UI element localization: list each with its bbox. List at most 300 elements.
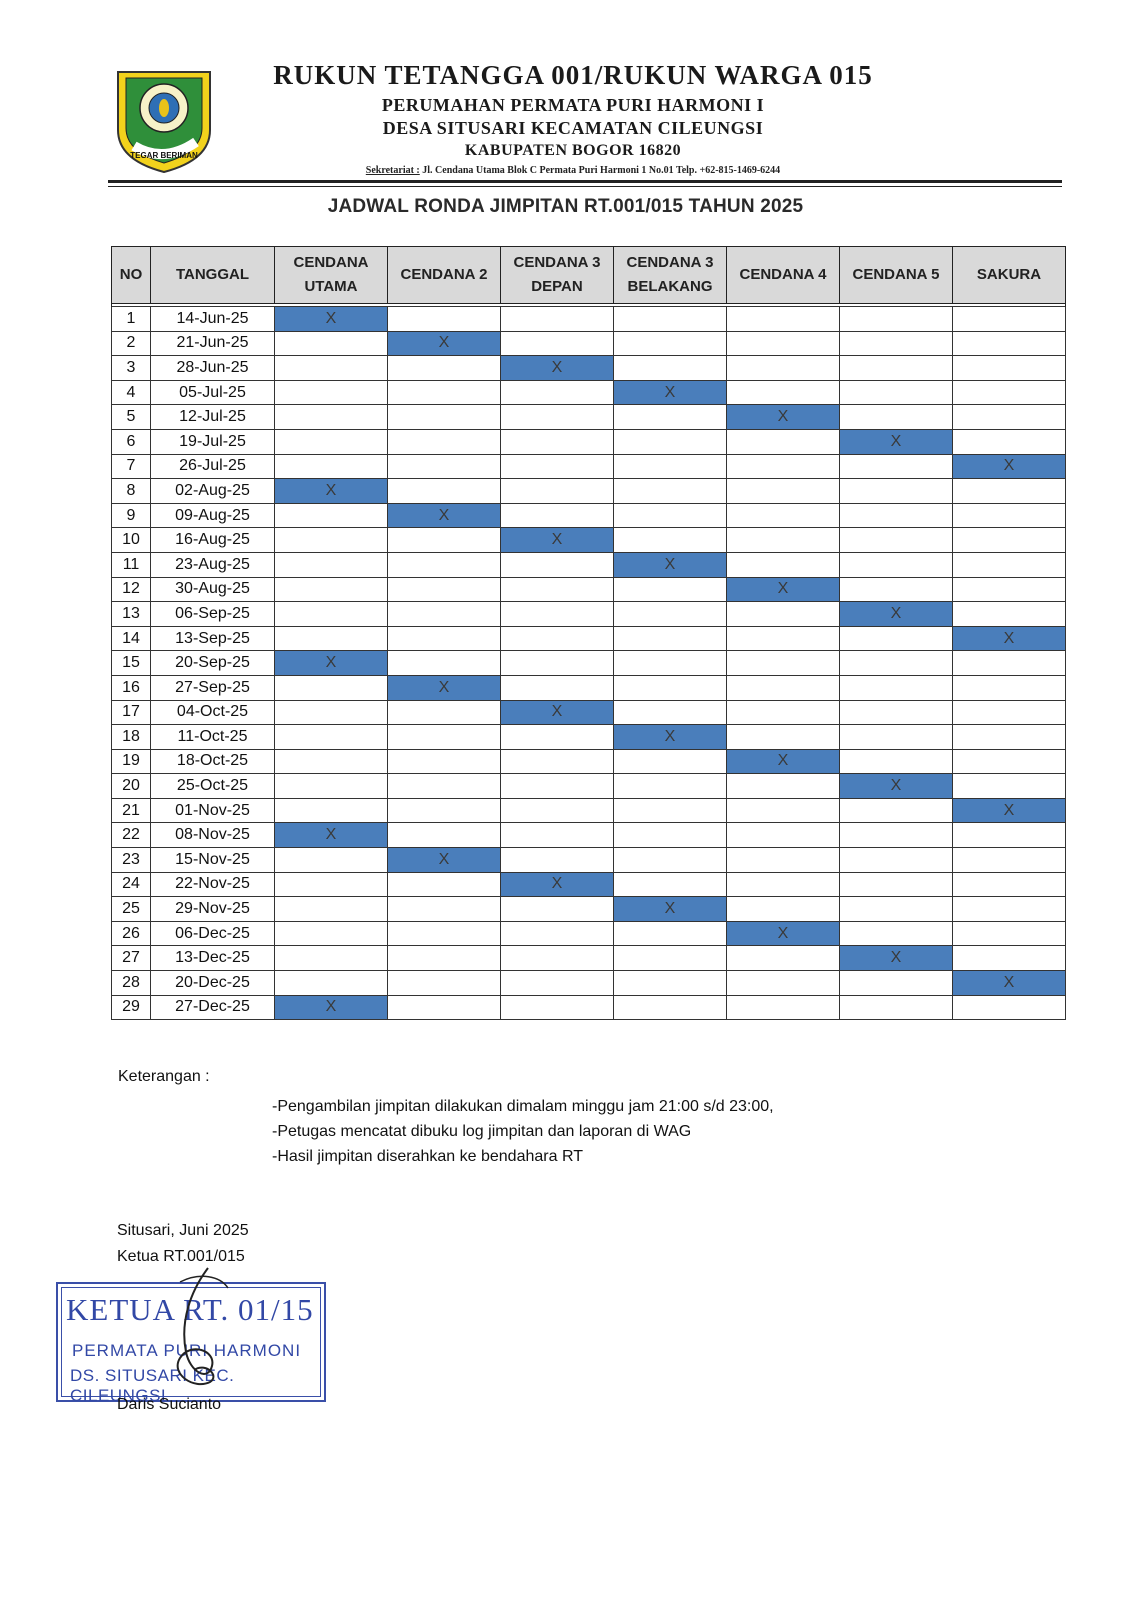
table-row — [112, 503, 1066, 528]
empty-cell — [727, 872, 840, 897]
header-secretariat — [218, 165, 928, 176]
notes-list — [272, 1094, 774, 1169]
empty-cell — [727, 651, 840, 676]
empty-cell — [953, 651, 1066, 676]
empty-cell — [388, 577, 501, 602]
empty-cell — [953, 528, 1066, 553]
duty-mark-cell: X — [614, 897, 727, 922]
empty-cell — [275, 552, 388, 577]
empty-cell — [501, 380, 614, 405]
empty-cell — [275, 380, 388, 405]
empty-cell — [614, 823, 727, 848]
empty-cell — [501, 429, 614, 454]
table-row — [112, 429, 1066, 454]
row-date: 30-Aug-25 — [151, 577, 275, 602]
empty-cell — [727, 380, 840, 405]
empty-cell — [275, 725, 388, 750]
row-no: 11 — [112, 552, 151, 577]
empty-cell — [727, 774, 840, 799]
empty-cell — [614, 651, 727, 676]
empty-cell — [388, 405, 501, 430]
empty-cell — [501, 823, 614, 848]
row-no: 15 — [112, 651, 151, 676]
duty-mark-cell: X — [501, 700, 614, 725]
empty-cell — [614, 700, 727, 725]
row-date: 28-Jun-25 — [151, 356, 275, 381]
row-no: 13 — [112, 602, 151, 627]
duty-mark-cell: X — [840, 774, 953, 799]
table-row — [112, 331, 1066, 356]
empty-cell — [388, 552, 501, 577]
empty-cell — [501, 479, 614, 504]
row-date: 15-Nov-25 — [151, 848, 275, 873]
duty-mark-cell: X — [388, 848, 501, 873]
empty-cell — [614, 454, 727, 479]
duty-mark-cell: X — [840, 602, 953, 627]
handwritten-signature — [150, 1262, 250, 1412]
header-regency: KABUPATEN BOGOR 16820 — [464, 142, 682, 159]
document-title: JADWAL RONDA JIMPITAN RT.001/015 TAHUN 2025 — [327, 196, 804, 217]
empty-cell — [388, 626, 501, 651]
empty-cell — [727, 823, 840, 848]
stamp-line-2: PERMATA PURI HARMONI — [72, 1341, 302, 1360]
empty-cell — [501, 798, 614, 823]
row-no: 4 — [112, 380, 151, 405]
empty-cell — [275, 971, 388, 996]
empty-cell — [953, 921, 1066, 946]
empty-cell — [727, 552, 840, 577]
row-date: 23-Aug-25 — [151, 552, 275, 577]
empty-cell — [388, 356, 501, 381]
empty-cell — [953, 380, 1066, 405]
header-rule-thin — [108, 186, 1062, 187]
duty-mark-cell: X — [275, 651, 388, 676]
empty-cell — [727, 798, 840, 823]
col-header-cendana-utama: CENDANA UTAMA — [275, 247, 388, 304]
row-date: 05-Jul-25 — [151, 380, 275, 405]
empty-cell — [840, 995, 953, 1020]
empty-cell — [388, 380, 501, 405]
empty-cell — [388, 479, 501, 504]
empty-cell — [388, 823, 501, 848]
duty-mark-cell: X — [840, 946, 953, 971]
row-no: 18 — [112, 725, 151, 750]
empty-cell — [388, 897, 501, 922]
row-date: 14-Jun-25 — [151, 307, 275, 332]
col-header-cendana-5: CENDANA 5 — [840, 247, 953, 304]
row-date: 12-Jul-25 — [151, 405, 275, 430]
duty-mark-cell: X — [501, 356, 614, 381]
duty-mark-cell: X — [840, 429, 953, 454]
empty-cell — [953, 848, 1066, 873]
table-row — [112, 946, 1066, 971]
empty-cell — [614, 921, 727, 946]
row-date: 21-Jun-25 — [151, 331, 275, 356]
empty-cell — [275, 331, 388, 356]
empty-cell — [614, 405, 727, 430]
empty-cell — [953, 995, 1066, 1020]
row-no: 2 — [112, 331, 151, 356]
empty-cell — [388, 749, 501, 774]
header-rule-thick — [108, 180, 1062, 183]
col-header-cendana-2: CENDANA 2 — [388, 247, 501, 304]
empty-cell — [275, 626, 388, 651]
header-village: DESA SITUSARI KECAMATAN CILEUNGSI — [382, 118, 764, 138]
empty-cell — [388, 798, 501, 823]
empty-cell — [275, 577, 388, 602]
empty-cell — [840, 503, 953, 528]
empty-cell — [727, 429, 840, 454]
duty-mark-cell: X — [953, 971, 1066, 996]
table-row — [112, 971, 1066, 996]
empty-cell — [275, 872, 388, 897]
empty-cell — [614, 971, 727, 996]
empty-cell — [501, 405, 614, 430]
table-row — [112, 552, 1066, 577]
empty-cell — [727, 479, 840, 504]
row-date: 27-Dec-25 — [151, 995, 275, 1020]
empty-cell — [614, 872, 727, 897]
empty-cell — [614, 749, 727, 774]
empty-cell — [275, 503, 388, 528]
row-date: 20-Dec-25 — [151, 971, 275, 996]
empty-cell — [275, 602, 388, 627]
empty-cell — [388, 946, 501, 971]
table-row — [112, 872, 1066, 897]
empty-cell — [275, 848, 388, 873]
empty-cell — [727, 848, 840, 873]
row-date: 29-Nov-25 — [151, 897, 275, 922]
empty-cell — [727, 307, 840, 332]
row-no: 5 — [112, 405, 151, 430]
table-row — [112, 626, 1066, 651]
empty-cell — [501, 995, 614, 1020]
table-row — [112, 479, 1066, 504]
empty-cell — [501, 946, 614, 971]
stamp-line-1: KETUA RT. 01/15 — [66, 1292, 314, 1327]
empty-cell — [614, 577, 727, 602]
empty-cell — [953, 749, 1066, 774]
empty-cell — [953, 823, 1066, 848]
empty-cell — [614, 307, 727, 332]
empty-cell — [953, 552, 1066, 577]
empty-cell — [501, 602, 614, 627]
col-header-cendana-4: CENDANA 4 — [727, 247, 840, 304]
empty-cell — [501, 552, 614, 577]
row-date: 19-Jul-25 — [151, 429, 275, 454]
empty-cell — [727, 675, 840, 700]
row-no: 3 — [112, 356, 151, 381]
empty-cell — [501, 503, 614, 528]
empty-cell — [727, 971, 840, 996]
stamp-line-3: DS. SITUSARI KEC. CILEUNGSI — [70, 1366, 235, 1405]
duty-mark-cell: X — [614, 552, 727, 577]
empty-cell — [840, 479, 953, 504]
table-row — [112, 995, 1066, 1020]
empty-cell — [275, 946, 388, 971]
row-no: 20 — [112, 774, 151, 799]
duty-mark-cell: X — [275, 823, 388, 848]
empty-cell — [727, 995, 840, 1020]
empty-cell — [614, 602, 727, 627]
row-date: 16-Aug-25 — [151, 528, 275, 553]
table-row — [112, 798, 1066, 823]
row-date: 27-Sep-25 — [151, 675, 275, 700]
table-row — [112, 749, 1066, 774]
row-date: 22-Nov-25 — [151, 872, 275, 897]
empty-cell — [727, 946, 840, 971]
empty-cell — [275, 528, 388, 553]
schedule-body — [112, 307, 1066, 1020]
notes-label: Keterangan : — [118, 1068, 210, 1085]
row-no: 7 — [112, 454, 151, 479]
duty-mark-cell: X — [614, 380, 727, 405]
table-row — [112, 774, 1066, 799]
empty-cell — [953, 700, 1066, 725]
row-no: 14 — [112, 626, 151, 651]
duty-mark-cell: X — [727, 749, 840, 774]
empty-cell — [388, 602, 501, 627]
table-row — [112, 823, 1066, 848]
table-row — [112, 454, 1066, 479]
empty-cell — [614, 946, 727, 971]
empty-cell — [501, 774, 614, 799]
empty-cell — [953, 602, 1066, 627]
empty-cell — [840, 356, 953, 381]
empty-cell — [614, 848, 727, 873]
empty-cell — [840, 823, 953, 848]
empty-cell — [388, 921, 501, 946]
empty-cell — [501, 651, 614, 676]
empty-cell — [388, 971, 501, 996]
row-date: 06-Sep-25 — [151, 602, 275, 627]
row-no: 21 — [112, 798, 151, 823]
row-date: 26-Jul-25 — [151, 454, 275, 479]
empty-cell — [501, 675, 614, 700]
empty-cell — [727, 897, 840, 922]
empty-cell — [501, 749, 614, 774]
row-date: 11-Oct-25 — [151, 725, 275, 750]
table-row — [112, 380, 1066, 405]
secretariat-address: Jl. Cendana Utama Blok C Permata Puri Harmoni 1 No.01 Telp. +62-815-1469-6244 — [422, 165, 781, 176]
empty-cell — [840, 921, 953, 946]
row-no: 8 — [112, 479, 151, 504]
empty-cell — [388, 307, 501, 332]
duty-mark-cell: X — [275, 479, 388, 504]
row-no: 17 — [112, 700, 151, 725]
schedule-table — [111, 246, 1066, 1020]
empty-cell — [840, 971, 953, 996]
row-no: 28 — [112, 971, 151, 996]
signature-position: Ketua RT.001/015 — [117, 1248, 245, 1265]
duty-mark-cell: X — [275, 995, 388, 1020]
row-no: 27 — [112, 946, 151, 971]
empty-cell — [501, 921, 614, 946]
empty-cell — [388, 454, 501, 479]
empty-cell — [953, 405, 1066, 430]
empty-cell — [501, 897, 614, 922]
empty-cell — [275, 700, 388, 725]
empty-cell — [388, 725, 501, 750]
empty-cell — [388, 774, 501, 799]
col-header-tanggal: TANGGAL — [151, 247, 275, 304]
empty-cell — [840, 331, 953, 356]
empty-cell — [388, 700, 501, 725]
empty-cell — [275, 405, 388, 430]
row-no: 10 — [112, 528, 151, 553]
empty-cell — [727, 725, 840, 750]
row-no: 1 — [112, 307, 151, 332]
empty-cell — [727, 602, 840, 627]
row-no: 26 — [112, 921, 151, 946]
duty-mark-cell: X — [953, 626, 1066, 651]
row-date: 02-Aug-25 — [151, 479, 275, 504]
empty-cell — [614, 356, 727, 381]
row-date: 01-Nov-25 — [151, 798, 275, 823]
empty-cell — [953, 897, 1066, 922]
table-row — [112, 528, 1066, 553]
duty-mark-cell: X — [727, 577, 840, 602]
empty-cell — [501, 725, 614, 750]
signatory-name: Daris Sucianto — [117, 1396, 222, 1413]
row-date: 18-Oct-25 — [151, 749, 275, 774]
empty-cell — [388, 995, 501, 1020]
header-org-name: RUKUN TETANGGA 001/RUKUN WARGA 015 — [273, 60, 873, 90]
table-row — [112, 700, 1066, 725]
empty-cell — [953, 577, 1066, 602]
empty-cell — [501, 454, 614, 479]
row-no: 22 — [112, 823, 151, 848]
empty-cell — [840, 848, 953, 873]
table-row — [112, 405, 1066, 430]
empty-cell — [953, 307, 1066, 332]
duty-mark-cell: X — [388, 503, 501, 528]
empty-cell — [953, 429, 1066, 454]
empty-cell — [501, 848, 614, 873]
empty-cell — [840, 626, 953, 651]
empty-cell — [840, 749, 953, 774]
table-row — [112, 307, 1066, 332]
row-no: 9 — [112, 503, 151, 528]
empty-cell — [614, 429, 727, 454]
table-row — [112, 921, 1066, 946]
row-date: 04-Oct-25 — [151, 700, 275, 725]
empty-cell — [275, 356, 388, 381]
empty-cell — [953, 356, 1066, 381]
empty-cell — [953, 479, 1066, 504]
row-no: 24 — [112, 872, 151, 897]
table-header-row — [112, 247, 1066, 304]
empty-cell — [614, 774, 727, 799]
note-item: -Pengambilan jimpitan dilakukan dimalam minggu jam 21:00 s/d 23:00, — [272, 1098, 774, 1115]
empty-cell — [614, 995, 727, 1020]
table-row — [112, 848, 1066, 873]
col-header-cendana-3-belakang: CENDANA 3 BELAKANG — [614, 247, 727, 304]
duty-mark-cell: X — [953, 798, 1066, 823]
signature-place-date: Situsari, Juni 2025 — [117, 1222, 249, 1239]
table-row — [112, 651, 1066, 676]
row-no: 16 — [112, 675, 151, 700]
empty-cell — [840, 380, 953, 405]
empty-cell — [275, 675, 388, 700]
empty-cell — [388, 651, 501, 676]
row-date: 13-Sep-25 — [151, 626, 275, 651]
emblem-motto: TEGAR BERIMAN — [130, 151, 198, 160]
row-no: 19 — [112, 749, 151, 774]
row-no: 23 — [112, 848, 151, 873]
empty-cell — [275, 429, 388, 454]
empty-cell — [614, 528, 727, 553]
row-date: 08-Nov-25 — [151, 823, 275, 848]
empty-cell — [275, 897, 388, 922]
empty-cell — [840, 897, 953, 922]
empty-cell — [388, 872, 501, 897]
note-item: -Hasil jimpitan diserahkan ke bendahara RT — [272, 1148, 583, 1165]
empty-cell — [614, 675, 727, 700]
empty-cell — [840, 798, 953, 823]
note-item: -Petugas mencatat dibuku log jimpitan dan laporan di WAG — [272, 1123, 692, 1140]
table-row — [112, 356, 1066, 381]
col-header-no: NO — [112, 247, 151, 304]
table-row — [112, 577, 1066, 602]
empty-cell — [840, 725, 953, 750]
empty-cell — [501, 307, 614, 332]
kabupaten-bogor-emblem — [112, 68, 216, 176]
col-header-cendana-3-depan: CENDANA 3 DEPAN — [501, 247, 614, 304]
empty-cell — [840, 577, 953, 602]
empty-cell — [840, 700, 953, 725]
header-housing-name: PERUMAHAN PERMATA PURI HARMONI I — [381, 95, 765, 115]
empty-cell — [501, 331, 614, 356]
empty-cell — [840, 454, 953, 479]
table-row — [112, 602, 1066, 627]
empty-cell — [727, 356, 840, 381]
col-header-sakura: SAKURA — [953, 247, 1066, 304]
duty-mark-cell: X — [614, 725, 727, 750]
row-date: 13-Dec-25 — [151, 946, 275, 971]
empty-cell — [953, 946, 1066, 971]
empty-cell — [840, 552, 953, 577]
empty-cell — [840, 528, 953, 553]
row-date: 06-Dec-25 — [151, 921, 275, 946]
row-no: 6 — [112, 429, 151, 454]
empty-cell — [840, 307, 953, 332]
empty-cell — [953, 725, 1066, 750]
duty-mark-cell: X — [727, 405, 840, 430]
empty-cell — [388, 528, 501, 553]
empty-cell — [614, 479, 727, 504]
empty-cell — [953, 872, 1066, 897]
secretariat-label: Sekretariat : — [365, 165, 420, 176]
empty-cell — [840, 675, 953, 700]
row-no: 29 — [112, 995, 151, 1020]
empty-cell — [727, 528, 840, 553]
empty-cell — [614, 798, 727, 823]
table-row — [112, 725, 1066, 750]
duty-mark-cell: X — [275, 307, 388, 332]
empty-cell — [388, 429, 501, 454]
empty-cell — [614, 503, 727, 528]
empty-cell — [275, 454, 388, 479]
duty-mark-cell: X — [501, 528, 614, 553]
empty-cell — [727, 454, 840, 479]
row-date: 25-Oct-25 — [151, 774, 275, 799]
row-no: 12 — [112, 577, 151, 602]
empty-cell — [953, 675, 1066, 700]
empty-cell — [953, 331, 1066, 356]
empty-cell — [727, 626, 840, 651]
empty-cell — [275, 798, 388, 823]
